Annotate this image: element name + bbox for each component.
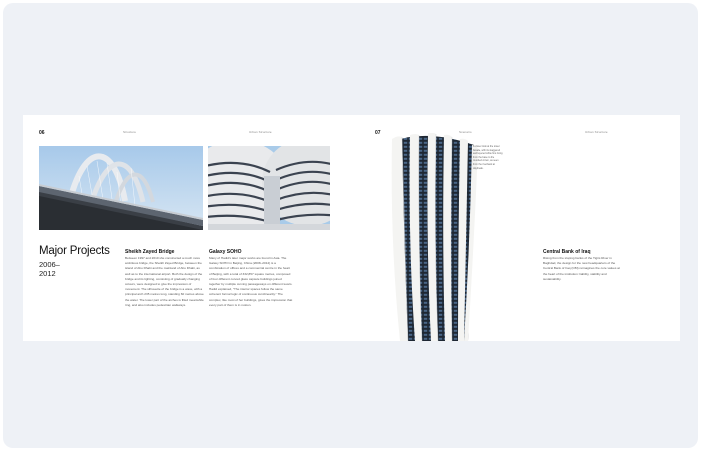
galaxy-soho-photo: [208, 146, 330, 230]
running-header-right: Urban Structure: [249, 130, 272, 134]
page-number: 07: [375, 130, 381, 136]
bridge-photo: [39, 146, 203, 230]
page-number: 06: [39, 130, 45, 136]
photo-caption: A closer look at the tower facade, with its staggered and layered white fins rising from the base to the rounded crown, as seen from the riverbank at daybreak.: [473, 145, 503, 170]
right-page: [359, 115, 680, 341]
project-text-galaxy: Many of Hadid's later major works are found in Asia. The Galaxy SOHO in Beijing, China (2008–2012) is a combination of offices and a commercial centre in the heart of Beijing, with a total of 332,857 square metres, composed of four different curved glass capsule buildings joined together by multiple curving passageways on different levels. Hadid explained, "The interior spaces follow the same coherent formal logic of continuous curvilinearity." The complex, like most of her buildings, gives the impression that every part of them is in motion.: [209, 256, 293, 307]
magazine-spread: [23, 115, 680, 341]
project-title-cbi: Central Bank of Iraq: [543, 249, 591, 255]
project-title-bridge: Sheikh Zayed Bridge: [125, 249, 175, 255]
running-header-left: Structure: [123, 130, 137, 134]
running-header-right: Urban Structure: [585, 130, 608, 134]
left-page: [23, 115, 351, 341]
running-header-left: Scenario: [459, 130, 472, 134]
section-title: Major Projects: [39, 245, 110, 257]
project-text-bridge: Between 1997 and 2010 she constructed a much more ambitious bridge, the Sheikh Zayed Bridge, between the island of Abu Dhabi and the mainland of Abu Dhabi, as well as to the international airport. Both the design of the bridge and its lighting, consisting of gradually changing colours, were designed to give the impression of movement. The silhouette of the bridge is a wave, with a principal arch 235 metres long, standing 60 metres above the water. The lower part of the arches is filled meanwhile ring, and also includes pedestrian walkways.: [125, 256, 204, 307]
year-range-text: 2006– 2012: [39, 260, 60, 278]
project-text-cbi: Rising from the sloping banks of the Tigris River in Baghdad, the design for the new headquarters of the Central Bank of Iraq (CBI) reimagines the core values at the heart of the institution: liability, stability and sustainability.: [543, 256, 620, 281]
year-range: [39, 260, 79, 278]
project-title-galaxy: Galaxy SOHO: [209, 249, 242, 255]
